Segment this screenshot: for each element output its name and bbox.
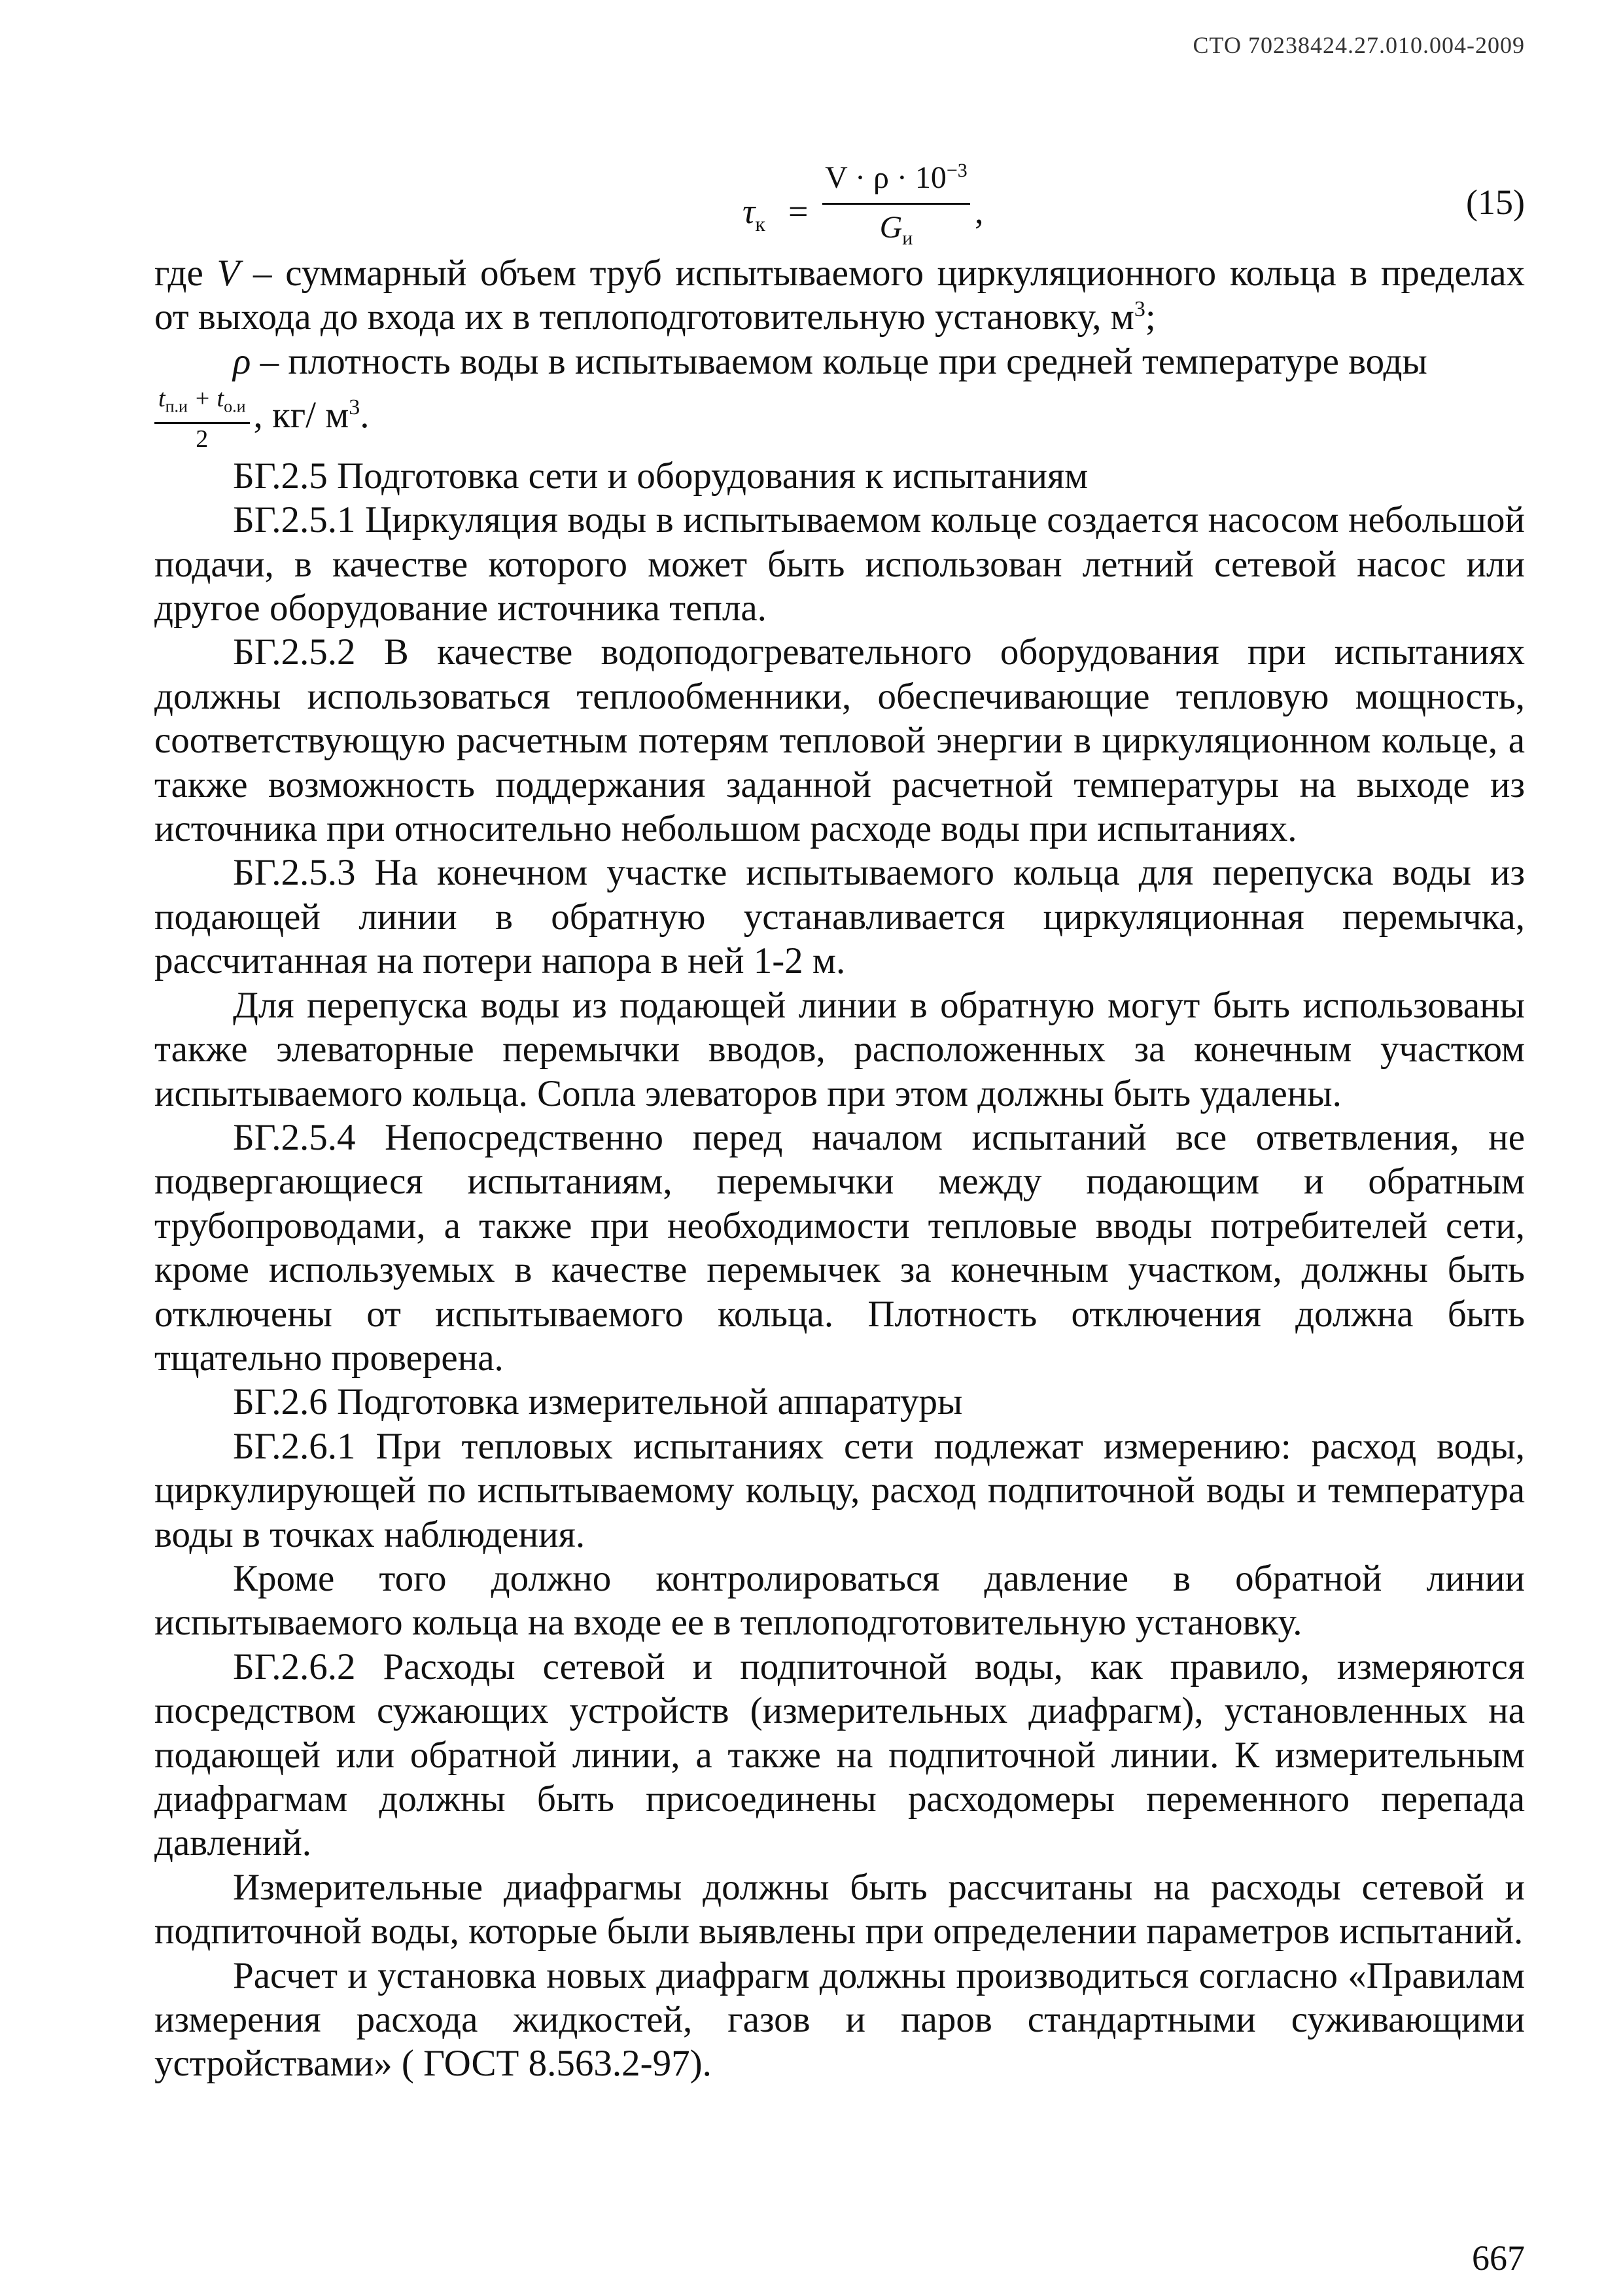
paragraph-return-pressure: Кроме того должно контролироваться давление в обратной линии испытываемого кольца на входе ее в теплоподготовительную установку. — [154, 1557, 1525, 1644]
mean-temperature-fraction — [154, 383, 250, 454]
section-heading-bg-2-5: БГ.2.5 Подготовка сети и оборудования к испытаниям — [233, 455, 1089, 497]
formula-equals: = — [788, 192, 809, 231]
v-unit-sup: 3 — [1134, 297, 1145, 322]
formula-lhs-symbol: τ — [742, 192, 756, 231]
formula-number: (15) — [1466, 183, 1525, 222]
paragraph-bg-2-5-2: БГ.2.5.2 В качестве водоподогревательного оборудования при испытаниях должны использоваться теплообменники, обеспечивающие тепловую мощность, соответствующую расчетным потерям тепловой энергии в циркуляционном кольце, а также возможность поддержания заданной расчетной температуры на выходе из источника при относительно небольшом расходе воды при испытаниях. — [154, 631, 1525, 850]
where-v-definition — [154, 251, 1525, 340]
paragraph-elevator-bypass: Для перепуска воды из подающей линии в обратную могут быть использованы также элеваторные перемычки вводов, расположенных за конечным участком испытываемого кольца. Сопла элеваторов при этом должны быть удалены. — [154, 984, 1525, 1114]
section-heading-bg-2-6: БГ.2.6 Подготовка измерительной аппаратуры — [233, 1381, 963, 1423]
rho-fraction-line — [154, 383, 1525, 454]
where-rho-definition — [154, 340, 1525, 383]
fraction-plus: + — [187, 385, 217, 413]
formula-fraction-bar — [822, 203, 970, 205]
v-definition-end: ; — [1145, 296, 1156, 338]
formula-trailing-comma: , — [975, 192, 984, 231]
rho-definition-text: – плотность воды в испытываемом кольце при средней температуре воды — [251, 340, 1427, 382]
document-body — [154, 251, 1525, 2086]
formula-lhs-sub: к — [755, 211, 765, 236]
rho-unit-end: . — [360, 395, 370, 436]
fraction-denominator: 2 — [196, 425, 209, 453]
v-definition-text: – суммарный объем труб испытываемого циркуляционного кольца в пределах от выхода до входа их в теплоподготовительную установку, м — [154, 253, 1525, 338]
t-return-sub: о.и — [224, 397, 246, 416]
paragraph-bg-2-5-4: БГ.2.5.4 Непосредственно перед началом испытаний все ответвления, не подвергающиеся испытаниям, перемычки между подающим и обратным трубопроводами, а также при необходимости тепловые вводы потребителей сети, кроме используемых в качестве перемычек за конечным участком, должны быть отключены от испытываемого кольца. Плотность отключения должна быть тщательно проверена. — [154, 1116, 1525, 1379]
document-code-header: СТО 70238424.27.010.004-2009 — [1193, 32, 1525, 58]
paragraph-bg-2-6-2: БГ.2.6.2 Расходы сетевой и подпиточной воды, как правило, измеряются посредством сужающих устройств (измерительных диафрагм), установленных на подающей или обратной линии, а также на подпиточной линии. К измерительным диафрагмам должны быть присоединены расходомеры переменного перепада давлений. — [154, 1646, 1525, 1864]
formula-numerator-text: V · ρ · 10 — [825, 160, 947, 195]
t-return-symbol: t — [217, 385, 224, 413]
t-supply-sub: п.и — [165, 397, 188, 416]
formula-numerator — [821, 160, 971, 196]
formula-numerator-exponent: −3 — [946, 160, 968, 181]
formula-denominator-sub: и — [902, 227, 913, 249]
paragraph-diaphragm-calc: Измерительные диафрагмы должны быть рассчитаны на расходы сетевой и подпиточной воды, которые были выявлены при определении параметров испытаний. — [154, 1866, 1525, 1952]
paragraph-bg-2-5-3: БГ.2.5.3 На конечном участке испытываемого кольца для перепуска воды из подающей линии в обратную устанавливается циркуляционная перемычка, рассчитанная на потери напора в ней 1-2 м. — [154, 852, 1525, 982]
v-symbol: V — [217, 253, 240, 294]
formula-denominator-text: G — [879, 210, 903, 245]
page-number: 667 — [1472, 2238, 1525, 2278]
paragraph-bg-2-5-1: БГ.2.5.1 Циркуляция воды в испытываемом кольце создается насосом небольшой подачи, в качестве которого может быть использован летний сетевой насос или другое оборудование источника тепла. — [154, 499, 1525, 629]
fraction-numerator — [154, 383, 250, 424]
formula-15 — [742, 160, 984, 258]
paragraph-gost-reference: Расчет и установка новых диафрагм должны производиться согласно «Правилам измерения расхода жидкостей, газов и паров стандартными суживающими устройствами» ( ГОСТ 8.563.2-97). — [154, 1954, 1525, 2085]
rho-unit: , кг/ м — [253, 395, 349, 436]
formula-denominator — [821, 209, 971, 250]
formula-lhs — [742, 191, 765, 236]
rho-symbol: ρ — [233, 340, 251, 382]
where-lead: где — [154, 253, 217, 294]
t-supply-symbol: t — [158, 385, 166, 413]
rho-unit-sup: 3 — [349, 395, 360, 420]
paragraph-bg-2-6-1: БГ.2.6.1 При тепловых испытаниях сети подлежат измерению: расход воды, циркулирующей по испытываемому кольцу, расход подпиточной воды и температура воды в точках наблюдения. — [154, 1425, 1525, 1555]
